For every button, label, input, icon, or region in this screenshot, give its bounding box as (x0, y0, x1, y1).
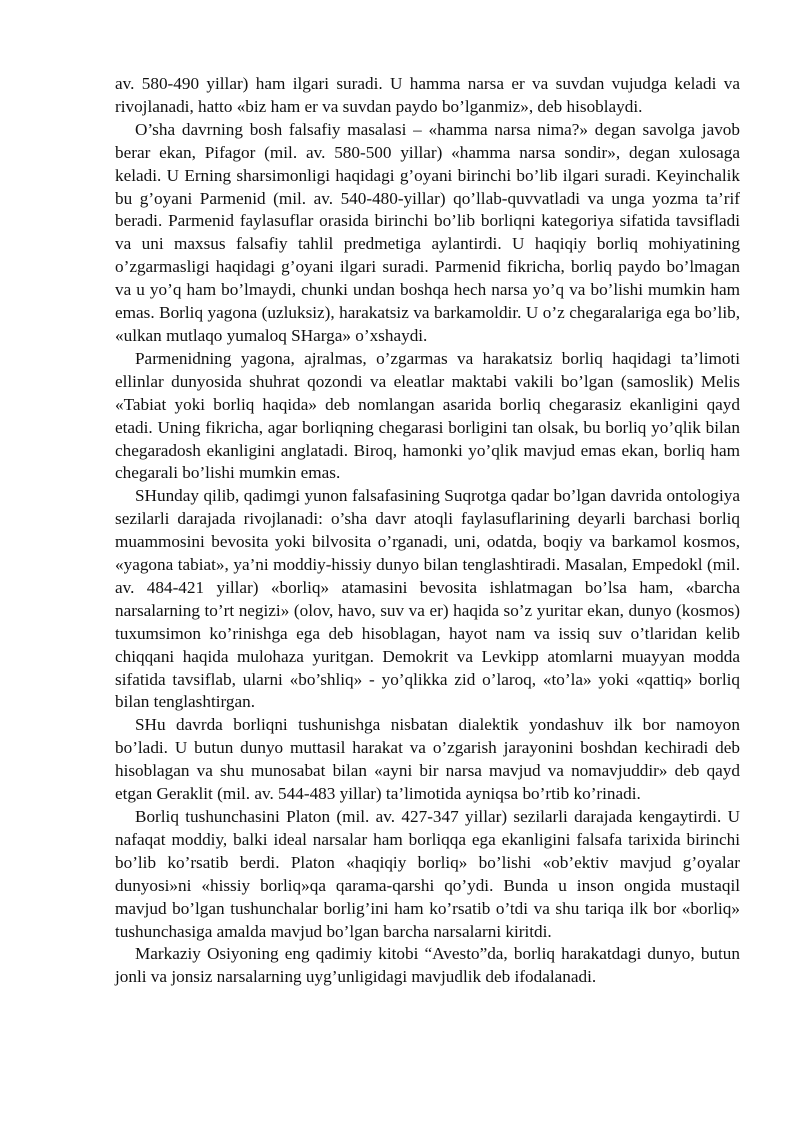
paragraph-continuation: av. 580-490 yillar) ham ilgari suradi. U hamma narsa er va suvdan vujudga keladi va rivojlanadi, hatto «biz ham er va suvdan paydo bo’lganmiz», deb hisoblaydi. (115, 74, 740, 116)
paragraph-melis: Parmenidning yagona, ajralmas, o’zgarmas va harakatsiz borliq haqidagi ta’limoti ellinlar dunyosida shuhrat qozondi va eleatlar maktabi vakili bo’lgan (samoslik) Melis «Tabiat yoki borliq haqida» deb nomlangan asarida borliq chegarasiz ekanligini qayd etadi. Uning fikricha, agar borliqning chegarasi borligini tan olsak, bu borliq yo’qlik bilan chegaradosh ekanligini anglatadi. Biroq, hamonki yo’qlik mavjud emas ekan, borliq ham chegarali bo’lishi mumkin emas. (115, 348, 740, 483)
paragraph-avesto: Markaziy Osiyoning eng qadimiy kitobi “Avesto”da, borliq harakatdagi dunyo, butun jonli va jonsiz narsalarning uyg’unligidagi mavjudlik deb ifodalanadi. (115, 944, 740, 987)
paragraph-platon: Borliq tushunchasini Platon (mil. av. 427-347 yillar) sezilarli darajada kengaytirdi. U nafaqat moddiy, balki ideal narsalar ham borliqqa ega ekanligini falsafa tarixida birinchi bo’lib ko’rsatib berdi. Platon «haqiqiy borliq» bo’lishi «ob’ektiv mavjud g’oyalar dunyosi»ni «hissiy borliq»qa qarama-qarshi qo’ydi. Bunda u inson ongida mustaqil mavjud bo’lgan tushunchalar borlig’ini ham ko’rsatib o’tdi va shu tariqa ilk bor «borliq» tushunchasiga amalda mavjud bo’lgan barcha narsalarni kiritdi. (115, 807, 740, 941)
paragraph-ontologiya: SHunday qilib, qadimgi yunon falsafasining Suqrotga qadar bo’lgan davrida ontologiya sezilarli darajada rivojlanadi: o’sha davr atoqli faylasuflarining deyarli barchasi borliq muammosini bevosita yoki bilvosita o’rganadi, uni, odatda, boqiy va barkamol kosmos, «yagona tabiat», ya’ni moddiy-hissiy dunyo bilan tenglashtiradi. Masalan, Empedokl (mil. av. 484-421 yillar) «borliq» atamasini bevosita ishlatmagan bo’lsa ham, «barcha narsalarning to’rt negizi» (olov, havo, suv va er) haqida so’z yuritar ekan, dunyo (kosmos) tuxumsimon ko’rinishga ega deb hisoblagan, hayot nam va issiq suv o’tlaridan kelib chiqqani haqida mulohaza yuritgan. Demokrit va Levkipp atomlarni muayyan modda sifatida tavsiflab, ularni «bo’shliq» - yo’qlikka zid o’laroq, «to’la» yoki «qattiq» borliq bilan tenglashtirgan. (115, 486, 740, 712)
paragraph-geraklit: SHu davrda borliqni tushunishga nisbatan dialektik yondashuv ilk bor namoyon bo’ladi. U butun dunyo muttasil harakat va o’zgarish jarayonini boshdan kechiradi deb hisoblagan va shu munosabat bilan «ayni bir narsa mavjud va nomavjuddir» deb qayd etgan Geraklit (mil. av. 544-483 yillar) ta’limotida ayniqsa bo’rtib ko’rinadi. (115, 715, 740, 804)
paragraph-pifagor-parmenid: O’sha davrning bosh falsafiy masalasi – «hamma narsa nima?» degan savolga javob berar ekan, Pifagor (mil. av. 580-500 yillar) «hamma narsa sondir», degan xulosaga keladi. U Erning sharsimonligi haqidagi g’oyani birinchi bo’lib ilgari suradi. Keyinchalik bu g’oyani Parmenid (mil. av. 540-480-yillar) qo’llab-quvvatladi va unga yozma ta’rif beradi. Parmenid faylasuflar orasida birinchi bo’lib borliqni kategoriya sifatida tavsifladi va uni maxsus falsafiy tahlil predmetiga aylantirdi. U haqiqiy borliq mohiyatining o’zgarmasligi haqidagi g’oyani ilgari suradi. Parmenid fikricha, borliq paydo bo’lmagan va u yo’q ham bo’lmaydi, chunki undan boshqa hech narsa yo’q va bo’lishi mumkin ham emas. Borliq yagona (uzluksiz), harakatsiz va barkamoldir. U o’z chegaralariga ega bo’lib, «ulkan mutlaqo yumaloq SHarga» o’xshaydi. (115, 119, 740, 345)
document-page (115, 73, 740, 989)
